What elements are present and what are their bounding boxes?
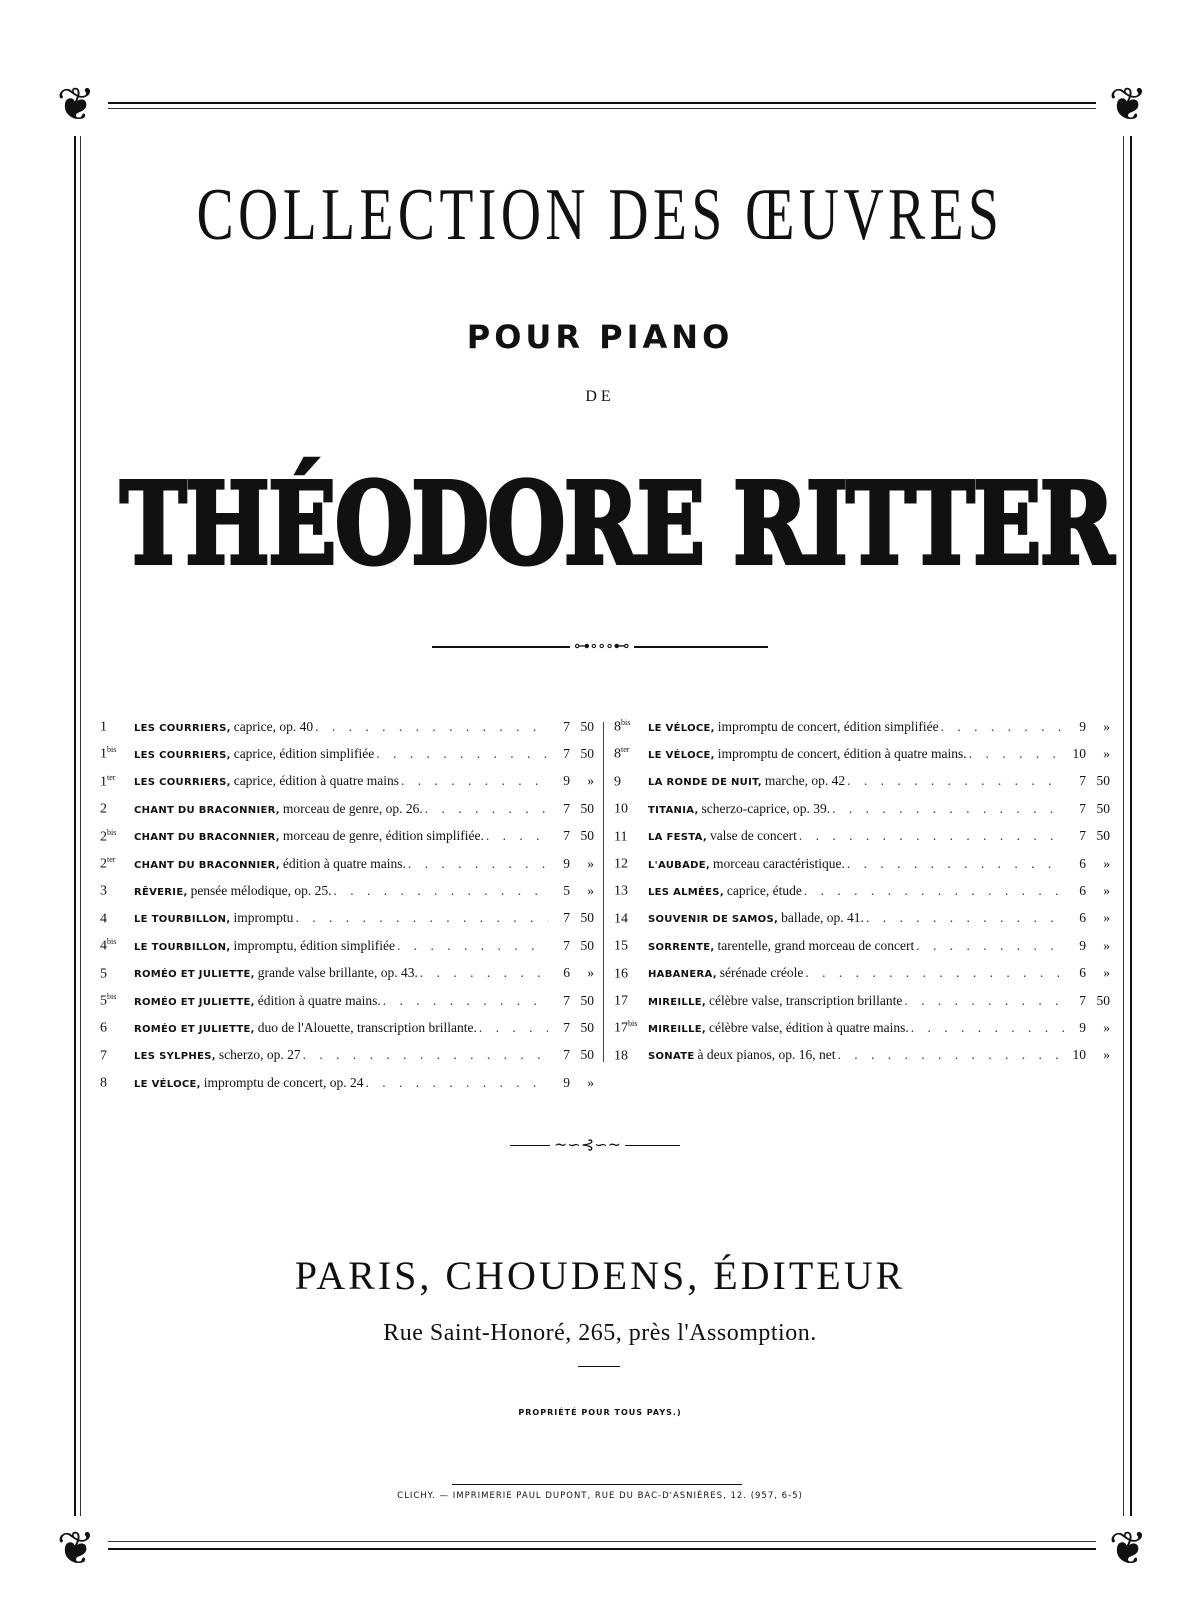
price-centimes: » [1103,718,1110,734]
price-francs: 7 [563,828,570,844]
work-description: scherzo, op. 27 [218,1047,301,1063]
work-title: LE VÉLOCE, [648,750,715,762]
work-entry [100,882,594,909]
work-number [614,992,648,1010]
number: 17 [614,993,628,1009]
work-number [614,855,648,873]
de-label: DE [585,388,615,405]
price-centimes: » [1103,883,1110,898]
work-number [100,882,134,900]
work-entry [614,800,1110,827]
number: 8 [100,1075,107,1091]
price-francs: 9 [1079,937,1086,953]
work-description: valse de concert [709,828,797,844]
leader-dots [941,719,1064,735]
work-description: marche, op. 42 [764,773,846,789]
price-centimes: » [587,1074,594,1090]
price-francs: 6 [1079,910,1086,926]
price-francs: 6 [563,965,570,981]
number-suffix: ter [621,745,630,755]
price-francs: 7 [563,992,570,1008]
price-centimes: » [587,855,594,871]
leader-dots [479,1020,548,1036]
number: 4 [100,911,107,927]
leader-dots [904,993,1064,1009]
work-entry [100,937,594,964]
number: 18 [614,1048,628,1064]
price-centimes: 50 [1096,800,1110,816]
work-number [614,1019,648,1037]
price-centimes: » [1103,965,1110,981]
price-francs: 10 [1072,746,1086,762]
number: 7 [100,1048,107,1064]
work-entry [100,855,594,882]
number: 12 [614,856,628,872]
work-description: caprice, édition à quatre mains [233,773,400,789]
price-francs: 7 [563,937,570,953]
number-suffix: ter [107,854,116,864]
price-centimes: » [1103,1047,1110,1063]
work-title: SORRENTE, [648,941,715,953]
price-francs: 9 [563,1074,570,1090]
price-centimes: 50 [580,910,594,926]
work-number [100,992,134,1010]
number: 2 [100,801,107,817]
number: 11 [614,829,628,845]
work-description: morceau de genre, édition simplifiée. [282,828,484,844]
number-suffix: bis [621,718,631,727]
leader-dots [832,801,1064,817]
work-entry [614,882,1110,909]
work-description: impromptu, édition simplifiée [233,937,396,953]
price-centimes: 50 [580,992,594,1008]
work-description: impromptu de concert, op. 24 [203,1074,364,1090]
work-description: impromptu [233,910,294,926]
work-title: LES COURRIERS, [134,722,231,734]
work-title: CHANT DU BRACONNIER, [134,804,280,816]
price-francs: 9 [563,773,570,789]
leader-dots [837,1047,1064,1063]
number: 16 [614,966,628,982]
work-number [614,828,648,846]
work-description: impromptu de concert, édition simplifiée [717,718,939,734]
work-entry [100,800,594,827]
work-number [614,882,648,900]
work-entry [614,1019,1110,1046]
price-francs: 7 [563,910,570,926]
work-number [100,937,134,955]
work-entry [100,828,594,855]
price-centimes: 50 [1096,992,1110,1008]
work-number [614,800,648,818]
work-entry [614,828,1110,855]
leader-dots [376,746,548,762]
price-centimes: 50 [580,1047,594,1063]
work-title: LES ALMÉES, [648,887,724,898]
work-title: LA FESTA, [648,832,707,844]
work-title: TITANIA, [648,804,699,816]
work-number [614,718,648,736]
work-title: HABANERA, [648,969,717,981]
leader-dots [805,965,1064,981]
corner-ornament-icon: ❦ [1096,72,1160,136]
collection-title: COLLECTION DES ŒUVRES [196,174,1004,256]
work-entry [100,718,594,745]
price-centimes: » [587,965,594,981]
work-title: SOUVENIR DE SAMOS, [648,914,779,926]
work-number [614,937,648,955]
work-number [100,855,134,873]
price-centimes: 50 [580,937,594,953]
work-entry [614,965,1110,992]
number: 4 [100,938,107,954]
price-centimes: 50 [580,828,594,844]
number: 14 [614,911,628,927]
printer-imprint: CLICHY. — IMPRIMERIE PAUL DUPONT, RUE DU BAC-D'ASNIÈRES, 12. (957, 6-5) [397,1491,803,1501]
leader-dots [866,910,1064,926]
leader-dots [804,883,1064,899]
work-title: ROMÉO ET JULIETTE, [134,1023,255,1035]
leader-dots [911,1020,1064,1036]
number: 1 [100,747,107,763]
work-title: L'AUBADE, [648,859,710,871]
works-list-right [614,718,1110,1074]
work-number [100,1019,134,1037]
price-francs: 6 [1079,855,1086,871]
price-centimes: » [1103,910,1110,926]
leader-dots [383,993,548,1009]
footer-rule [452,1484,742,1485]
work-description: impromptu de concert, édition à quatre mains. [717,746,967,762]
price-francs: 7 [563,1019,570,1035]
corner-ornament-icon: ❦ [1096,1516,1160,1580]
work-number [100,828,134,846]
price-centimes: 50 [580,718,594,734]
price-centimes: 50 [1096,773,1110,789]
work-number [614,1047,648,1065]
price-centimes: » [1103,855,1110,871]
price-centimes: » [587,883,594,898]
number: 8 [614,719,621,735]
leader-dots [303,1047,548,1063]
number: 17 [614,1020,628,1036]
number: 1 [100,774,107,790]
work-number [100,718,134,736]
work-description: célèbre valse, édition à quatre mains. [709,1019,909,1035]
work-entry [614,855,1110,882]
price-francs: 7 [563,746,570,762]
price-francs: 9 [1079,1019,1086,1035]
work-title: LE VÉLOCE, [648,722,715,734]
work-description: caprice, édition simplifiée [233,746,375,762]
work-number [100,1047,134,1065]
price-francs: 7 [1079,800,1086,816]
number: 2 [100,856,107,872]
work-description: morceau caractéristique. [712,855,845,871]
number: 2 [100,829,107,845]
work-title: LES SYLPHES, [134,1051,216,1063]
work-number [614,745,648,763]
work-description: édition à quatre mains. [282,855,406,871]
price-centimes: 50 [580,746,594,762]
leader-dots [420,965,548,981]
price-francs: 10 [1072,1047,1086,1063]
publisher-address: Rue Saint-Honoré, 265, près l'Assomption. [383,1320,817,1346]
price-francs: 7 [563,718,570,734]
leader-dots [365,1075,548,1091]
work-number [614,773,648,791]
short-rule [578,1366,620,1367]
price-centimes: » [1103,1019,1110,1035]
price-centimes: 50 [1096,828,1110,844]
work-number [100,773,134,791]
leader-dots [486,828,548,844]
number: 5 [100,993,107,1009]
leader-dots [916,938,1064,954]
work-entry [614,745,1110,772]
price-centimes: » [1103,746,1110,762]
leader-dots [969,746,1064,762]
work-entry [100,992,594,1019]
work-number [100,965,134,983]
price-francs: 7 [1079,773,1086,789]
work-description: scherzo-caprice, op. 39. [701,800,831,816]
work-entry [100,773,594,800]
leader-dots [847,773,1064,789]
work-title: MIREILLE, [648,996,706,1008]
price-francs: 6 [1079,965,1086,981]
number: 10 [614,801,628,817]
work-description: ballade, op. 41. [781,910,864,926]
leader-dots [799,828,1064,844]
work-title: LES COURRIERS, [134,777,231,789]
leader-dots [847,856,1064,872]
work-description: duo de l'Alouette, transcription brillante. [257,1019,477,1035]
price-centimes: » [1103,937,1110,953]
number: 6 [100,1020,107,1036]
number: 5 [100,966,107,982]
number-suffix: bis [107,827,117,837]
work-entry [100,1074,594,1101]
work-entry [614,773,1110,800]
corner-ornament-icon: ❦ [44,1516,108,1580]
work-entry [100,910,594,937]
number: 15 [614,938,628,954]
price-francs: 7 [1079,828,1086,844]
publisher: PARIS, CHOUDENS, ÉDITEUR [294,1253,906,1298]
work-number [614,965,648,983]
corner-ornament-icon: ❦ [44,72,108,136]
work-title: LE TOURBILLON, [134,914,231,926]
work-description: célèbre valse, transcription brillante [709,992,903,1008]
work-entry [614,1047,1110,1074]
leader-dots [408,856,548,872]
leader-dots [401,773,548,789]
work-title: RÊVERIE, [134,887,188,898]
leader-dots [334,883,548,899]
work-entry [614,992,1110,1019]
price-centimes: » [587,773,594,789]
price-centimes: 50 [580,800,594,816]
column-divider [603,722,604,1062]
number-suffix: bis [107,991,117,1001]
subtitle: POUR PIANO [466,318,734,356]
work-title: CHANT DU BRACONNIER, [134,859,280,871]
work-title: MIREILLE, [648,1023,706,1035]
works-list-left [100,718,594,1101]
leader-dots [295,910,548,926]
leader-dots [425,801,548,817]
price-francs: 6 [1079,883,1086,898]
number-suffix: bis [107,745,117,755]
work-description: morceau de genre, op. 26. [282,800,423,816]
price-francs: 9 [1079,718,1086,734]
number: 1 [100,719,107,735]
work-number [100,745,134,763]
work-number [100,1074,134,1092]
number-suffix: bis [628,1019,638,1029]
work-title: LE TOURBILLON, [134,941,231,953]
work-entry [614,718,1110,745]
work-title: ROMÉO ET JULIETTE, [134,969,255,981]
work-title: SONATE [648,1051,695,1063]
number-suffix: ter [107,772,116,782]
work-description: pensée mélodique, op. 25. [190,883,332,898]
work-entry [100,1019,594,1046]
number: 9 [614,774,621,790]
number: 13 [614,884,628,899]
price-francs: 7 [563,800,570,816]
work-description: caprice, étude [726,883,802,898]
work-number [100,800,134,818]
work-description: à deux pianos, op. 16, net [697,1047,836,1063]
work-entry [614,910,1110,937]
work-number [614,910,648,928]
price-francs: 7 [563,1047,570,1063]
number-suffix: bis [107,937,117,947]
composer-name: THÉODORE RITTER [120,459,1113,590]
work-title: ROMÉO ET JULIETTE, [134,996,255,1008]
price-centimes: 50 [580,1019,594,1035]
number: 8 [614,747,621,763]
work-description: caprice, op. 40 [233,718,314,734]
work-title: LES COURRIERS, [134,750,231,762]
price-francs: 7 [1079,992,1086,1008]
price-francs: 9 [563,855,570,871]
work-number [100,910,134,928]
price-francs: 5 [563,883,570,898]
work-title: CHANT DU BRACONNIER, [134,832,280,844]
number: 3 [100,884,107,899]
leader-dots [315,719,548,735]
work-description: sérénade créole [719,965,804,981]
work-title: LE VÉLOCE, [134,1078,201,1090]
work-description: édition à quatre mains. [257,992,381,1008]
work-entry [614,937,1110,964]
work-title: LA RONDE DE NUIT, [648,777,762,789]
work-description: tarentelle, grand morceau de concert [717,937,915,953]
work-description: grande valse brillante, op. 43. [257,965,418,981]
work-entry [100,745,594,772]
work-entry [100,965,594,992]
work-entry [100,1047,594,1074]
leader-dots [397,938,548,954]
property-notice: PROPRIÉTÉ POUR TOUS PAYS.) [518,1408,682,1417]
